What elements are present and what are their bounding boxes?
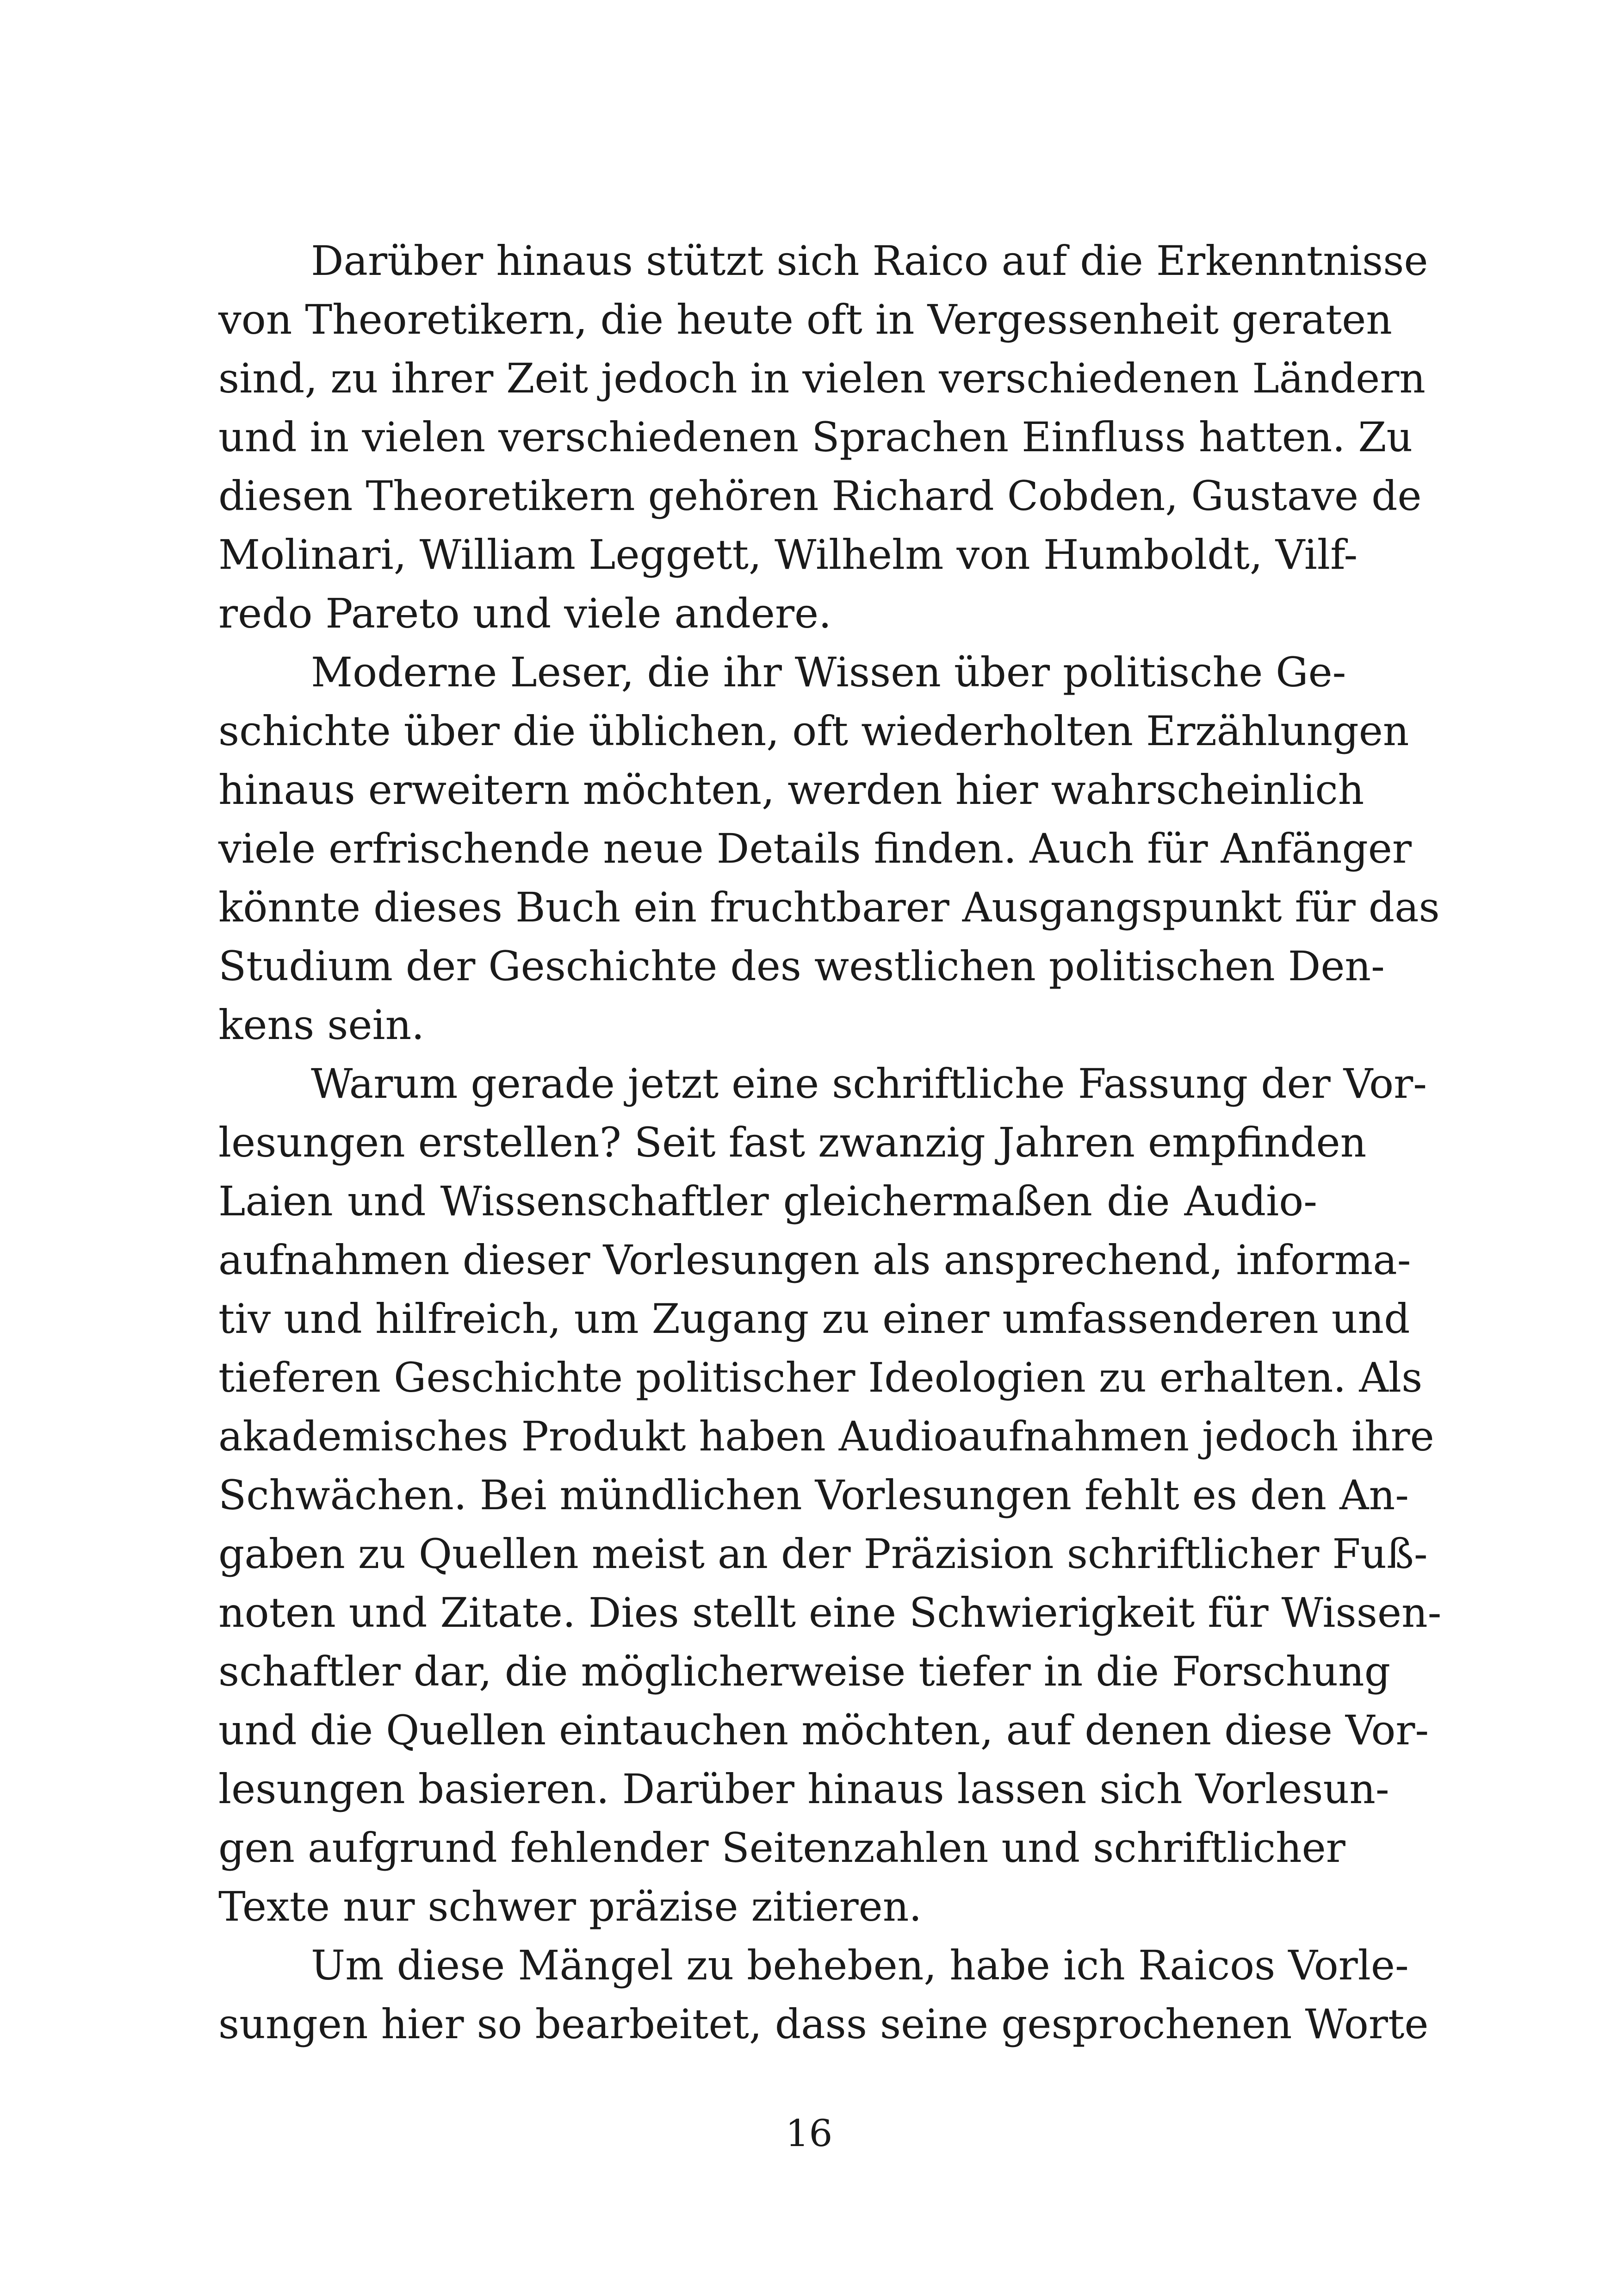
text-line: noten und Zitate. Dies stellt eine Schwierigkeit für Wissen- [218, 1589, 1442, 1636]
body-text [218, 231, 1442, 2053]
text-line: tieferen Geschichte politischer Ideologien zu erhalten. Als [218, 1354, 1423, 1401]
text-line: Texte nur schwer präzise zitieren. [218, 1883, 922, 1930]
text-line: Moderne Leser, die ihr Wissen über politische Ge- [311, 648, 1346, 696]
text-line: diesen Theoretikern gehören Richard Cobden, Gustave de [218, 472, 1422, 520]
text-line: Schwächen. Bei mündlichen Vorlesungen fehlt es den An- [218, 1471, 1409, 1519]
text-line: gaben zu Quellen meist an der Präzision schriftlicher Fuß- [218, 1530, 1428, 1578]
text-line: gen aufgrund fehlender Seitenzahlen und schriftlicher [218, 1824, 1345, 1872]
page-number: 16 [785, 2112, 833, 2155]
paragraph [218, 231, 1428, 643]
text-line: könnte dieses Buch ein fruchtbarer Ausgangspunkt für das [218, 884, 1440, 931]
paragraph [218, 1936, 1429, 2053]
text-line: viele erfrischende neue Details finden. Auch für Anfänger [218, 825, 1412, 872]
text-line: sind, zu ihrer Zeit jedoch in vielen verschiedenen Ländern [218, 355, 1426, 402]
text-line: schichte über die üblichen, oft wiederholten Erzählungen [218, 707, 1409, 755]
paragraph [218, 643, 1440, 1054]
text-line: Laien und Wissenschaftler gleichermaßen die Audio- [218, 1177, 1317, 1225]
text-line: aufnahmen dieser Vorlesungen als ansprechend, informa- [218, 1236, 1411, 1284]
text-line: Molinari, William Leggett, Wilhelm von Humboldt, Vilf- [218, 531, 1358, 579]
text-line: redo Pareto und viele andere. [218, 590, 832, 637]
text-line: Um diese Mängel zu beheben, habe ich Raicos Vorle- [311, 1941, 1409, 1989]
text-line: und in vielen verschiedenen Sprachen Einfluss hatten. Zu [218, 413, 1413, 461]
text-line: sungen hier so bearbeitet, dass seine gesprochenen Worte [218, 2000, 1429, 2048]
text-line: Darüber hinaus stützt sich Raico auf die Erkenntnisse [311, 237, 1428, 285]
text-line: Warum gerade jetzt eine schriftliche Fassung der Vor- [311, 1060, 1427, 1108]
text-line: Studium der Geschichte des westlichen politischen Den- [218, 942, 1385, 990]
text-line: und die Quellen eintauchen möchten, auf denen diese Vor- [218, 1706, 1429, 1754]
text-line: akademisches Produkt haben Audioaufnahmen jedoch ihre [218, 1412, 1434, 1460]
text-line: schaftler dar, die möglicherweise tiefer in die Forschung [218, 1648, 1391, 1695]
text-line: tiv und hilfreich, um Zugang zu einer umfassenderen und [218, 1295, 1410, 1343]
text-line: hinaus erweitern möchten, werden hier wahrscheinlich [218, 766, 1364, 814]
text-line: von Theoretikern, die heute oft in Vergessenheit geraten [218, 296, 1392, 343]
paragraph [218, 1054, 1442, 1936]
text-line: lesungen basieren. Darüber hinaus lassen sich Vorlesun- [218, 1765, 1389, 1813]
text-line: kens sein. [218, 1001, 425, 1049]
text-line: lesungen erstellen? Seit fast zwanzig Jahren empfinden [218, 1119, 1367, 1166]
